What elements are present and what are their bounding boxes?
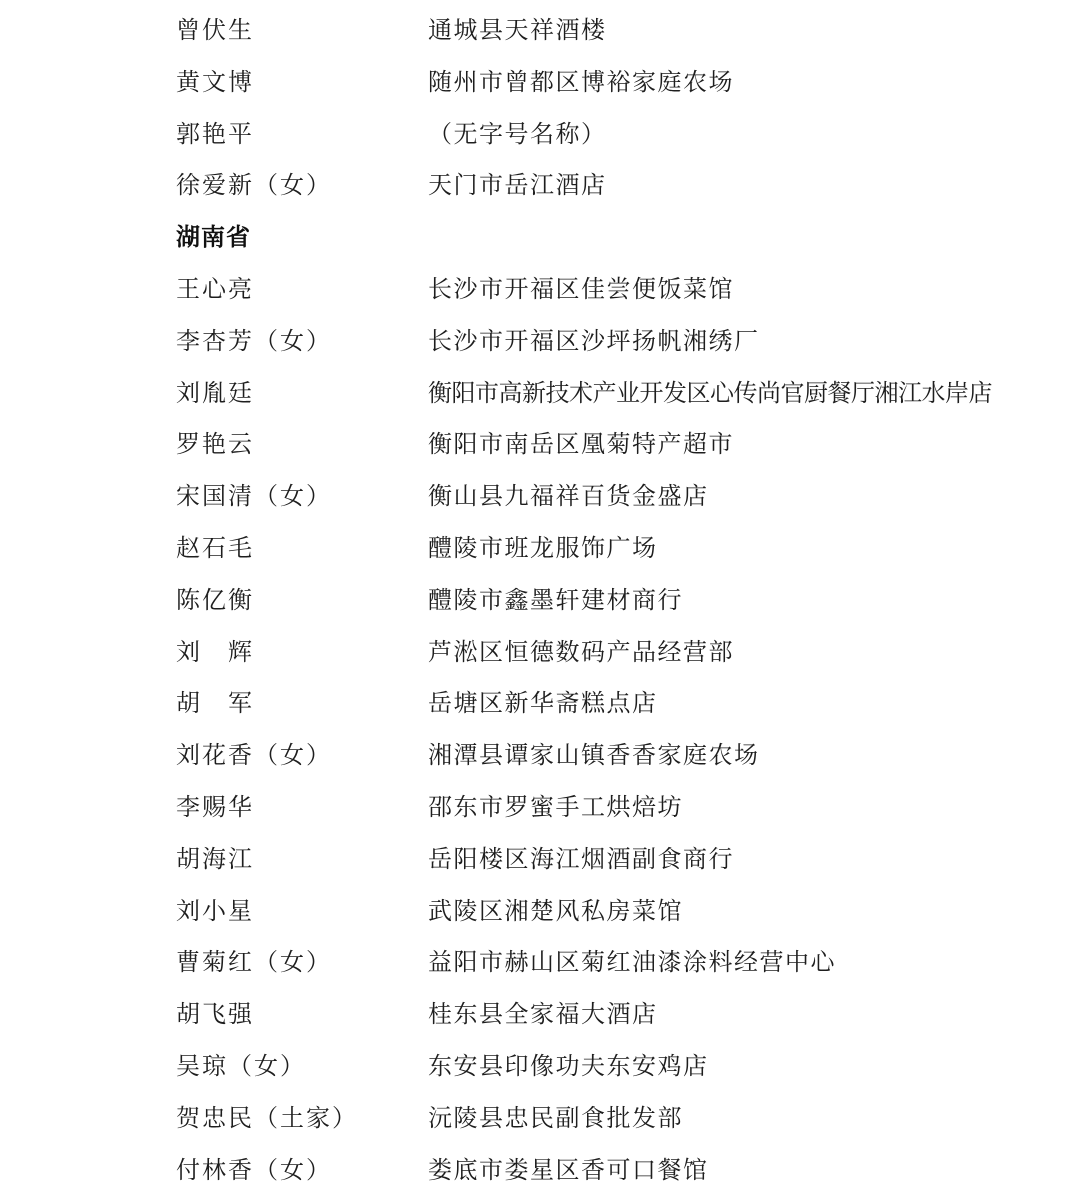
list-item <box>0 730 1080 782</box>
business-name: 武陵区湘楚风私房菜馆 <box>428 896 683 925</box>
list-item <box>0 316 1080 368</box>
list-item <box>0 5 1080 57</box>
business-name: 长沙市开福区佳尝便饭菜馆 <box>428 274 734 303</box>
business-name: 天门市岳江酒店 <box>428 171 607 200</box>
list-item <box>0 627 1080 679</box>
business-name: 随州市曾都区博裕家庭农场 <box>428 67 734 96</box>
business-name: 醴陵市班龙服饰广场 <box>428 533 658 562</box>
person-name: 胡海江 <box>176 844 254 873</box>
person-name: 徐爱新（女） <box>176 171 332 200</box>
list-item <box>0 1041 1080 1093</box>
person-name: 黄文博 <box>176 67 254 96</box>
list-item <box>0 368 1080 420</box>
person-name: 曾伏生 <box>176 16 254 44</box>
list-item <box>0 523 1080 575</box>
person-name: 付林香（女） <box>176 1155 332 1184</box>
list-item <box>0 937 1080 989</box>
person-name: 刘胤廷 <box>176 378 254 407</box>
business-name: 东安县印像功夫东安鸡店 <box>428 1051 709 1080</box>
province-heading: 湖南省 <box>176 223 251 252</box>
business-name: 芦淞区恒德数码产品经营部 <box>428 637 734 666</box>
business-name: 岳阳楼区海江烟酒副食商行 <box>428 844 734 873</box>
business-name: 益阳市赫山区菊红油漆涂料经营中心 <box>428 948 836 977</box>
person-name: 胡飞强 <box>176 1000 254 1029</box>
person-name: 李赐华 <box>176 792 254 821</box>
person-name: 宋国清（女） <box>176 482 332 511</box>
person-name: 贺忠民（土家） <box>176 1103 358 1132</box>
business-name: 衡山县九福祥百货金盛店 <box>428 482 709 511</box>
list-item <box>0 264 1080 316</box>
list-item <box>0 160 1080 212</box>
business-name: 醴陵市鑫墨轩建材商行 <box>428 585 683 614</box>
list-item <box>0 782 1080 834</box>
person-name: 刘花香（女） <box>176 741 332 770</box>
person-name: 吴琼（女） <box>176 1051 306 1080</box>
person-name: 胡 军 <box>176 689 254 718</box>
list-item <box>0 57 1080 109</box>
business-name: 沅陵县忠民副食批发部 <box>428 1103 683 1132</box>
person-name: 陈亿衡 <box>176 585 254 614</box>
business-name: 邵东市罗蜜手工烘焙坊 <box>428 792 683 821</box>
person-name: 李杏芳（女） <box>176 326 332 355</box>
person-name: 赵石毛 <box>176 533 254 562</box>
list-item <box>0 419 1080 471</box>
person-name: 刘 辉 <box>176 637 254 666</box>
list-item <box>0 678 1080 730</box>
business-name: 衡阳市南岳区凰菊特产超市 <box>428 430 734 459</box>
list-item <box>0 1145 1080 1196</box>
list-item <box>0 1093 1080 1145</box>
person-name: 王心亮 <box>176 274 254 303</box>
name-list <box>0 5 1080 1196</box>
list-item <box>0 109 1080 161</box>
list-item <box>0 471 1080 523</box>
business-name: （无字号名称） <box>428 119 607 148</box>
business-name: 长沙市开福区沙坪扬帆湘绣厂 <box>428 326 760 355</box>
province-heading-row <box>0 212 1080 264</box>
business-name: 岳塘区新华斋糕点店 <box>428 689 658 718</box>
business-name: 娄底市娄星区香可口餐馆 <box>428 1155 709 1184</box>
list-item <box>0 575 1080 627</box>
list-item <box>0 834 1080 886</box>
person-name: 曹菊红（女） <box>176 948 332 977</box>
business-name: 衡阳市高新技术产业开发区心传尚官厨餐厅湘江水岸店 <box>428 378 992 407</box>
list-item <box>0 886 1080 938</box>
business-name: 通城县天祥酒楼 <box>428 16 607 44</box>
person-name: 郭艳平 <box>176 119 254 148</box>
person-name: 罗艳云 <box>176 430 254 459</box>
list-item <box>0 989 1080 1041</box>
business-name: 湘潭县谭家山镇香香家庭农场 <box>428 741 760 770</box>
business-name: 桂东县全家福大酒店 <box>428 1000 658 1029</box>
person-name: 刘小星 <box>176 896 254 925</box>
